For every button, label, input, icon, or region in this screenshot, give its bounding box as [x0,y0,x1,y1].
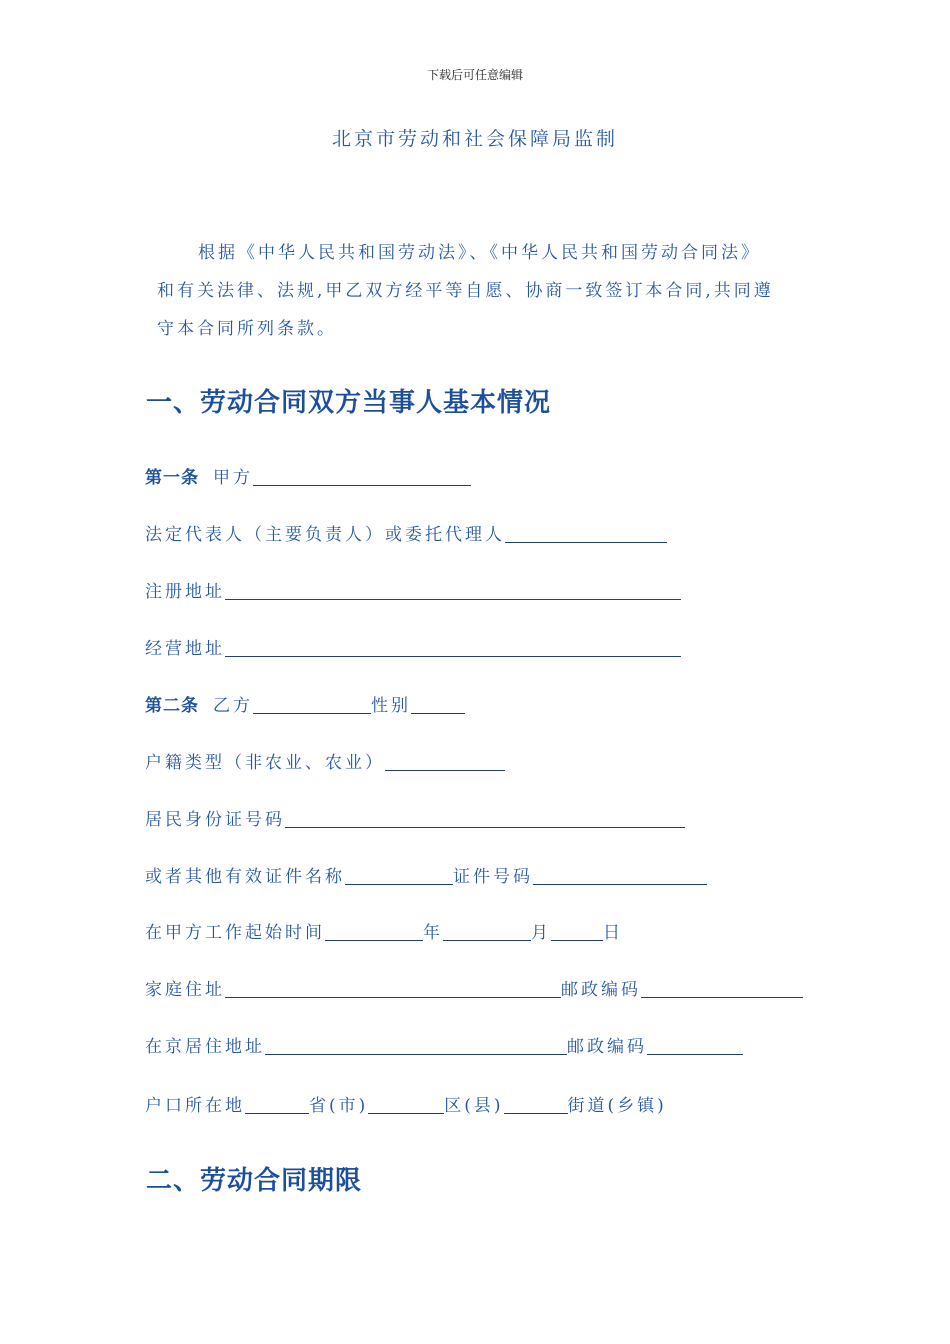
reg-address-row [145,578,681,602]
other-id-number-label: 证件号码 [453,867,533,887]
start-day-field[interactable] [551,922,603,941]
day-label: 日 [603,923,623,943]
legal-rep-label: 法定代表人（主要负责人）或委托代理人 [145,525,505,545]
op-address-row [145,635,681,659]
hukou-location-label: 户口所在地 [145,1096,245,1116]
reg-address-field[interactable] [225,581,681,600]
preamble-line-1: 根据《中华人民共和国劳动法》、《中华人民共和国劳动合同法》 [198,243,761,263]
op-address-field[interactable] [225,638,681,657]
start-year-field[interactable] [325,922,423,941]
article-1-party-a-row [145,464,471,488]
article-1-label: 第一条 [145,468,199,488]
id-number-row [145,806,685,830]
article-2-label: 第二条 [145,696,199,716]
household-type-row [145,749,505,773]
year-label: 年 [423,923,443,943]
start-month-field[interactable] [443,922,531,941]
party-a-field[interactable] [253,467,471,486]
street-field[interactable] [504,1095,568,1114]
start-time-label: 在甲方工作起始时间 [145,923,325,943]
legal-rep-row [145,521,667,545]
other-id-row [145,863,707,887]
section-2-heading: 二、劳动合同期限 [146,1166,363,1196]
party-b-field[interactable] [253,695,371,714]
party-b-label: 乙方 [213,696,253,716]
gender-label: 性别 [371,696,411,716]
home-address-field[interactable] [225,979,561,998]
month-label: 月 [531,923,551,943]
district-field[interactable] [368,1095,444,1114]
other-id-name-field[interactable] [345,866,453,885]
party-a-label: 甲方 [213,468,253,488]
section-1-heading: 一、劳动合同双方当事人基本情况 [146,388,552,418]
home-address-label: 家庭住址 [145,980,225,1000]
other-id-number-field[interactable] [533,866,707,885]
preamble-line-2: 和有关法律、法规,甲乙双方经平等自愿、协商一致签订本合同,共同遵 [157,281,774,301]
beijing-address-row [145,1033,743,1057]
reg-address-label: 注册地址 [145,582,225,602]
id-number-field[interactable] [285,809,685,828]
home-address-row [145,976,803,1000]
issuer-line: 北京市劳动和社会保障局监制 [331,128,618,150]
article-2-party-b-row [145,692,465,716]
other-id-name-label: 或者其他有效证件名称 [145,867,345,887]
household-type-label: 户籍类型（非农业、农业） [145,753,385,773]
beijing-address-field[interactable] [265,1036,567,1055]
district-label: 区(县) [444,1096,504,1116]
id-number-label: 居民身份证号码 [145,810,285,830]
download-note: 下载后可任意编辑 [426,68,523,82]
legal-rep-field[interactable] [505,524,667,543]
street-label: 街道(乡镇) [567,1096,667,1116]
province-label: 省(市) [309,1096,369,1116]
gender-field[interactable] [411,695,465,714]
preamble-line-3: 守本合同所列条款。 [157,319,337,339]
postcode-2-field[interactable] [647,1036,743,1055]
hukou-location-row [145,1092,667,1116]
start-time-row [145,919,623,943]
household-type-field[interactable] [385,752,505,771]
postcode-1-label: 邮政编码 [561,980,641,1000]
postcode-2-label: 邮政编码 [567,1037,647,1057]
postcode-1-field[interactable] [641,979,803,998]
province-field[interactable] [245,1095,309,1114]
beijing-address-label: 在京居住地址 [145,1037,265,1057]
op-address-label: 经营地址 [145,639,225,659]
